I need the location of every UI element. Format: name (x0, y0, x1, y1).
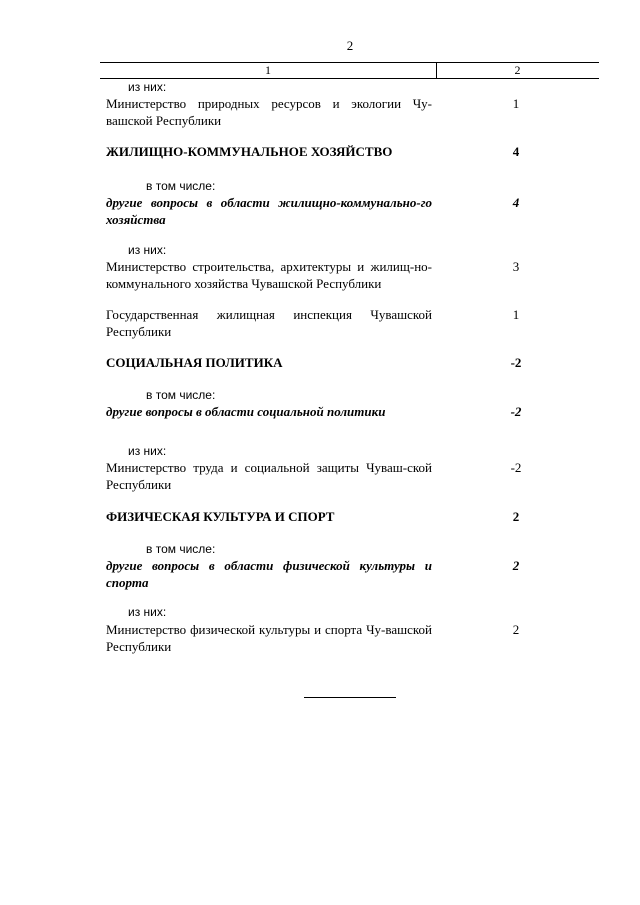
row-7-value: -2 (510, 404, 522, 419)
row-9-value: 2 (512, 509, 520, 524)
row-1-text: Министерство природных ресурсов и экологии Чу-вашской Республики (106, 96, 432, 128)
row-3-value: 4 (512, 195, 520, 210)
row-11-text: Министерство физической культуры и спорта Чу-вашской Республики (106, 622, 432, 654)
row-11-label: из них: (128, 605, 167, 619)
row-5-value: 1 (512, 307, 520, 322)
footer-separator-line (304, 697, 396, 698)
header-col-1: 1 (265, 63, 271, 77)
row-10-label: в том числе: (146, 542, 216, 556)
row-3-label: в том числе: (146, 179, 216, 193)
row-4-text: Министерство строительства, архитектуры и жилищ-но-коммунального хозяйства Чувашской Республики (106, 259, 432, 291)
row-11-value: 2 (512, 622, 520, 637)
row-2-value: 4 (512, 144, 520, 159)
row-1-value: 1 (512, 96, 520, 111)
row-6-value: -2 (510, 355, 522, 370)
row-10-value: 2 (512, 558, 520, 573)
row-8-text: Министерство труда и социальной защиты Чуваш-ской Республики (106, 460, 432, 492)
header-col-2: 2 (514, 63, 521, 77)
row-6-text: СОЦИАЛЬНАЯ ПОЛИТИКА (106, 355, 283, 370)
row-4-label: из них: (128, 243, 167, 257)
row-5-text: Государственная жилищная инспекция Чувашской Республики (106, 307, 432, 339)
row-8-value: -2 (510, 460, 522, 475)
row-10-text: другие вопросы в области физической культуры и спорта (106, 558, 432, 590)
row-4-value: 3 (512, 259, 520, 274)
row-9-text: ФИЗИЧЕСКАЯ КУЛЬТУРА И СПОРТ (106, 509, 335, 524)
row-7-label: в том числе: (146, 388, 216, 402)
row-8-label: из них: (128, 444, 167, 458)
row-3-text: другие вопросы в области жилищно-коммунально-го хозяйства (106, 195, 432, 227)
row-1-label: из них: (128, 80, 167, 94)
row-7-text: другие вопросы в области социальной политики (106, 404, 386, 419)
row-2-text: ЖИЛИЩНО-КОММУНАЛЬНОЕ ХОЗЯЙСТВО (106, 144, 393, 159)
page-number: 2 (346, 38, 354, 53)
table-header (100, 62, 599, 79)
